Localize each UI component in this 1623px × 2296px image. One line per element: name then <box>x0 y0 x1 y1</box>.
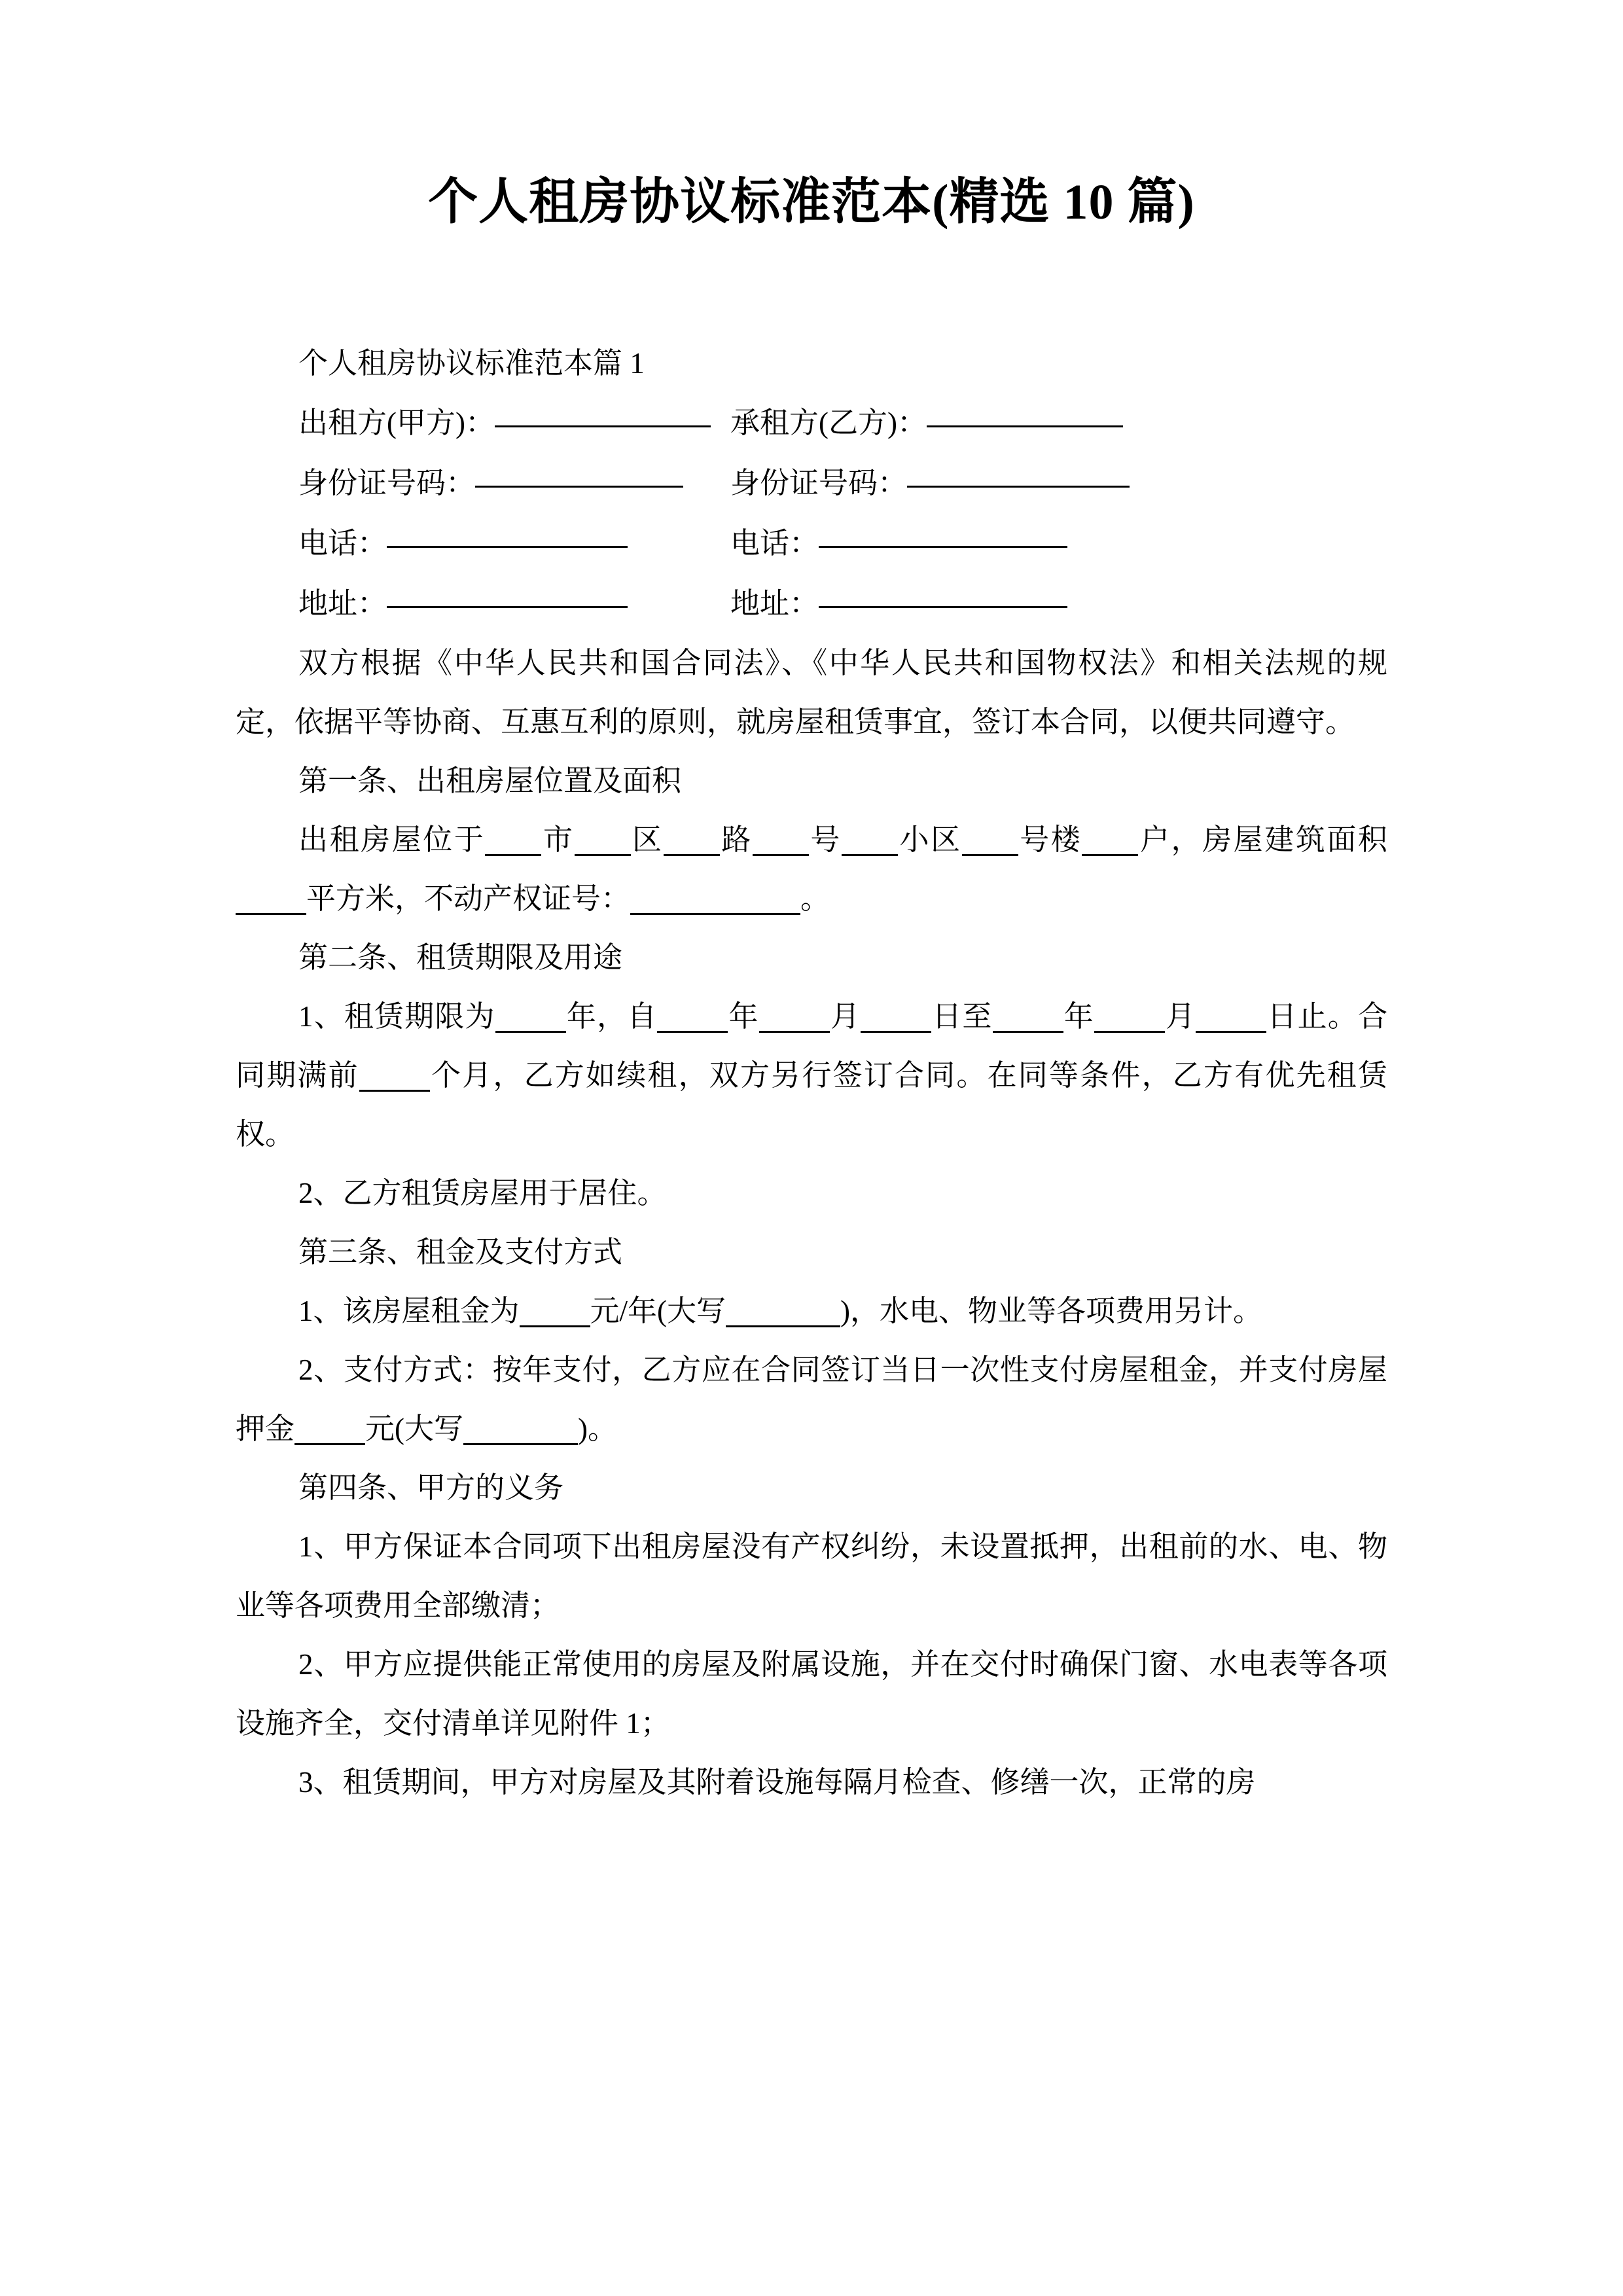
a1-seg-5: 小区 <box>897 823 962 856</box>
a3-blank-deposit-amount[interactable] <box>294 1443 365 1445</box>
a2-blank-end-month[interactable] <box>1094 1030 1165 1033</box>
article-1-heading: 第一条、出租房屋位置及面积 <box>298 764 682 797</box>
a1-blank-district[interactable] <box>575 853 631 856</box>
section-heading-sample: 个人租房协议标准范本篇 1 <box>298 347 645 380</box>
a1-seg-9: 。 <box>800 882 830 915</box>
article-4-item-1: 1、甲方保证本合同项下出租房屋没有产权纠纷，未设置抵押，出租前的水、电、物业等各项费用全部缴清； <box>236 1530 1387 1622</box>
a2-seg-0: 1、租赁期限为 <box>298 1000 495 1033</box>
a3b-seg-2: )。 <box>578 1412 618 1445</box>
party-row-addresses <box>236 573 1387 634</box>
a1-blank-area[interactable] <box>236 912 306 915</box>
article-3-item-1 <box>236 1282 1387 1340</box>
article-4-item-3: 3、租赁期间，甲方对房屋及其附着设施每隔月检查、修缮一次，正常的房 <box>298 1766 1256 1799</box>
a2-blank-end-day[interactable] <box>1196 1030 1266 1033</box>
a2-seg-2: 年 <box>728 1000 759 1033</box>
a2-blank-term-years[interactable] <box>495 1030 566 1033</box>
a1-seg-7: 户，房屋建筑面积 <box>1138 823 1387 856</box>
tenant-name-field <box>730 393 1123 453</box>
tenant-name-label: 承租方(乙方)： <box>730 406 927 439</box>
tenant-address-label: 地址： <box>730 587 819 620</box>
landlord-name-label: 出租方(甲方)： <box>298 406 495 439</box>
landlord-name-field <box>298 393 730 453</box>
party-row-phones <box>236 513 1387 573</box>
a1-seg-6: 号楼 <box>1018 823 1082 856</box>
landlord-id-field <box>298 453 730 513</box>
tenant-phone-blank[interactable] <box>819 545 1067 548</box>
a1-seg-1: 市 <box>541 823 575 856</box>
a2-seg-7: 日止。合同期满前 <box>236 1000 1387 1092</box>
article-2-item-1 <box>236 987 1387 1164</box>
a1-blank-building[interactable] <box>962 853 1018 856</box>
tenant-address-field <box>730 573 1067 634</box>
a2-seg-6: 月 <box>1164 1000 1196 1033</box>
a3-seg-1: 元/年(大写 <box>590 1295 726 1327</box>
a1-blank-unit[interactable] <box>1082 853 1138 856</box>
a3-seg-0: 1、该房屋租金为 <box>298 1295 520 1327</box>
article-4-item-2: 2、甲方应提供能正常使用的房屋及附属设施，并在交付时确保门窗、水电表等各项设施齐全，交付清单详见附件 1； <box>236 1648 1387 1740</box>
a2-blank-start-year[interactable] <box>657 1030 728 1033</box>
a2-blank-start-month[interactable] <box>759 1030 830 1033</box>
a3-blank-rent-words[interactable] <box>726 1325 840 1327</box>
landlord-address-blank[interactable] <box>387 605 628 608</box>
a1-seg-8: 平方米，不动产权证号： <box>306 882 631 915</box>
article-2-item-2: 2、乙方租赁房屋用于居住。 <box>298 1177 667 1210</box>
landlord-id-blank[interactable] <box>475 485 683 488</box>
tenant-id-blank[interactable] <box>907 485 1130 488</box>
a2-seg-3: 月 <box>829 1000 861 1033</box>
article-3-heading: 第三条、租金及支付方式 <box>298 1236 623 1268</box>
a1-seg-4: 号 <box>808 823 842 856</box>
landlord-address-field <box>298 573 730 634</box>
landlord-phone-label: 电话： <box>298 527 387 560</box>
a2-blank-notice-months[interactable] <box>359 1089 430 1092</box>
a2-blank-end-year[interactable] <box>993 1030 1063 1033</box>
a3-blank-rent-amount[interactable] <box>520 1325 590 1327</box>
landlord-id-label: 身份证号码： <box>298 467 476 499</box>
a1-seg-3: 路 <box>719 823 753 856</box>
tenant-id-field <box>730 453 1130 513</box>
a1-seg-2: 区 <box>630 823 664 856</box>
a2-seg-4: 日至 <box>931 1000 993 1033</box>
article-4-heading: 第四条、甲方的义务 <box>298 1471 564 1504</box>
a3b-seg-0: 2、支付方式：按年支付，乙方应在合同签订当日一次性支付房屋租金，并支付房屋押金 <box>236 1354 1387 1445</box>
a3b-seg-1: 元(大写 <box>365 1412 464 1445</box>
document-body <box>236 334 1387 1812</box>
party-row-names <box>236 393 1387 453</box>
landlord-name-blank[interactable] <box>495 425 711 427</box>
a2-seg-1: 年，自 <box>565 1000 658 1033</box>
tenant-id-label: 身份证号码： <box>730 467 908 499</box>
a3-seg-2: )，水电、物业等各项费用另计。 <box>840 1295 1263 1327</box>
landlord-phone-field <box>298 513 730 573</box>
a1-blank-community[interactable] <box>842 853 898 856</box>
a1-blank-number[interactable] <box>753 853 809 856</box>
article-1-item-1 <box>236 810 1387 928</box>
a1-blank-city[interactable] <box>485 853 541 856</box>
landlord-phone-blank[interactable] <box>387 545 628 548</box>
tenant-phone-label: 电话： <box>730 527 819 560</box>
a3-blank-deposit-words[interactable] <box>463 1443 578 1445</box>
landlord-address-label: 地址： <box>298 587 387 620</box>
party-row-ids <box>236 453 1387 513</box>
preamble-paragraph: 双方根据《中华人民共和国合同法》、《中华人民共和国物权法》和相关法规的规定，依据平等协商、互惠互利的原则，就房屋租赁事宜，签订本合同，以便共同遵守。 <box>236 647 1387 738</box>
article-2-heading: 第二条、租赁期限及用途 <box>298 941 623 974</box>
a1-seg-0: 出租房屋位于 <box>298 823 486 856</box>
a2-seg-5: 年 <box>1063 1000 1094 1033</box>
article-3-item-2 <box>236 1340 1387 1458</box>
a1-blank-cert[interactable] <box>630 912 800 915</box>
a1-blank-road[interactable] <box>664 853 720 856</box>
tenant-phone-field <box>730 513 1067 573</box>
tenant-address-blank[interactable] <box>819 605 1067 608</box>
tenant-name-blank[interactable] <box>927 425 1123 427</box>
page-title: 个人租房协议标准范本(精选 10 篇) <box>428 175 1195 230</box>
a2-blank-start-day[interactable] <box>861 1030 931 1033</box>
a2-seg-8: 个月，乙方如续租，双方另行签订合同。在同等条件，乙方有优先租赁权。 <box>236 1059 1387 1151</box>
